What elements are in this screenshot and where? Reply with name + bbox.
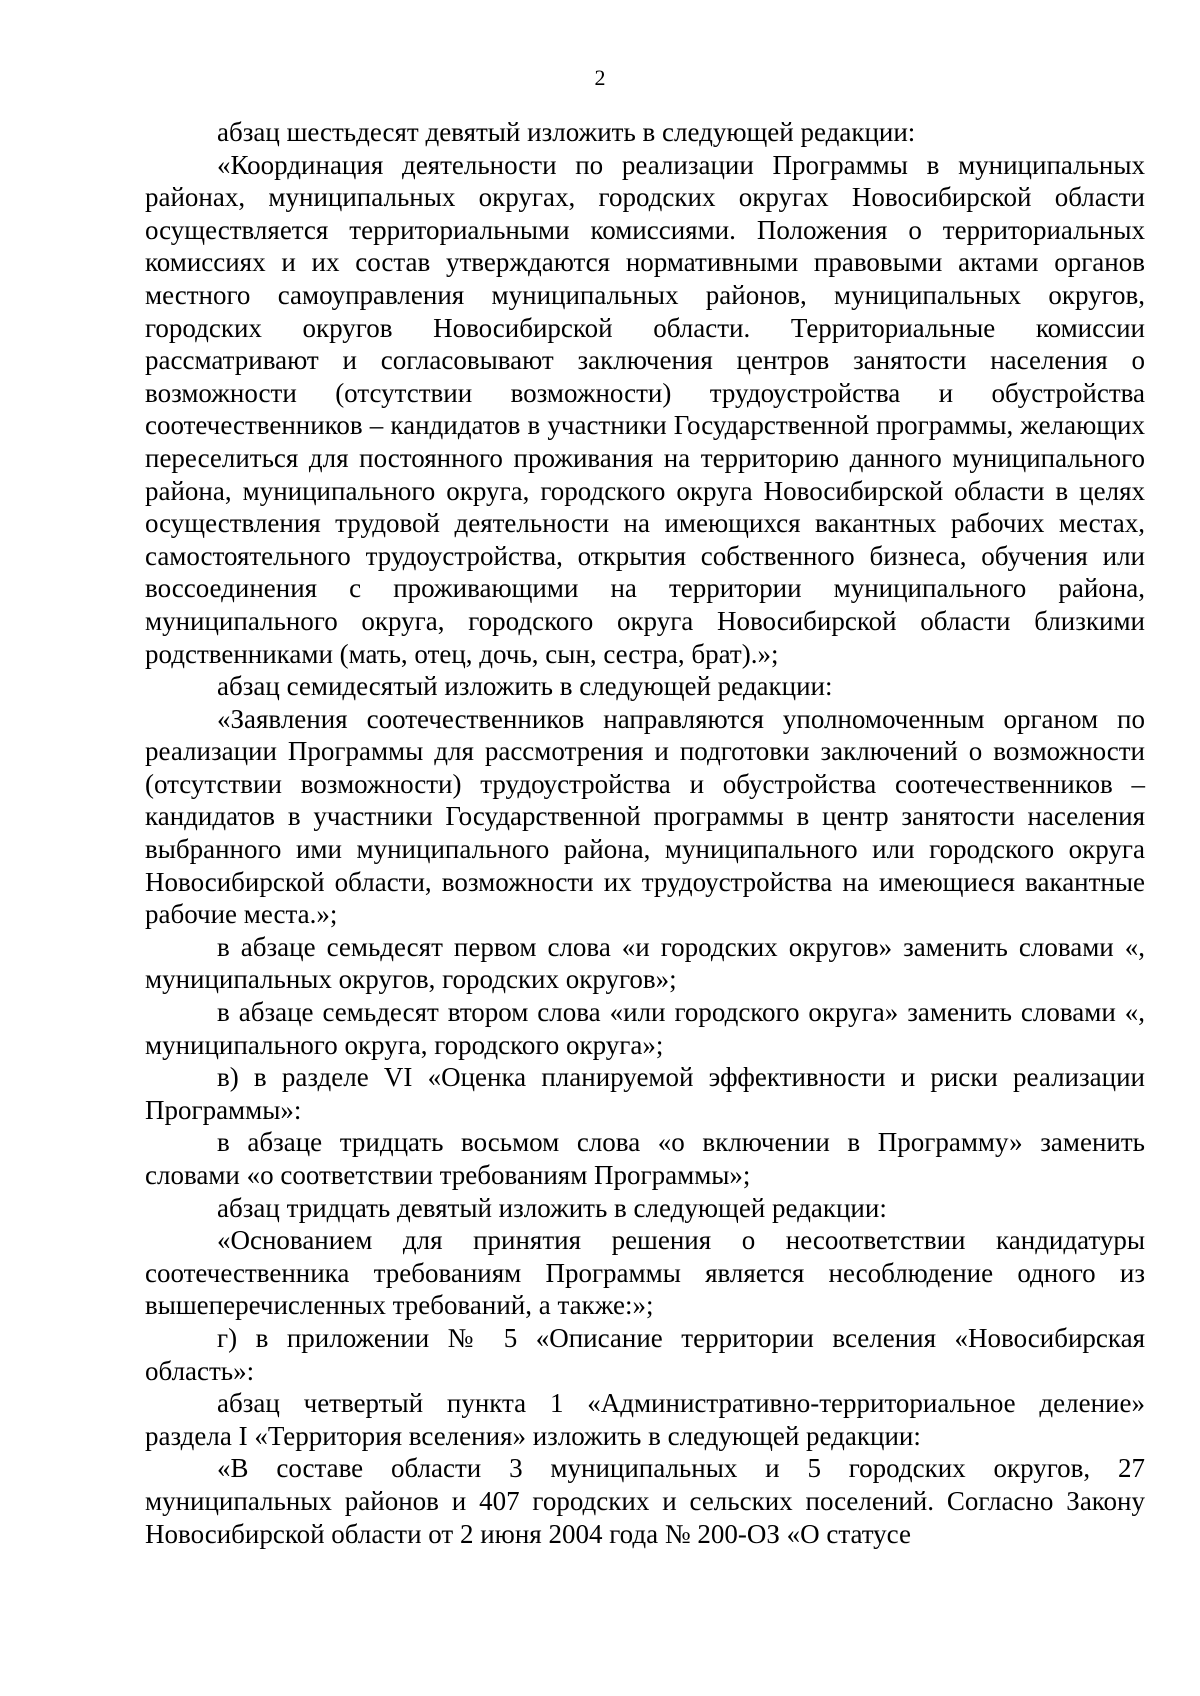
- paragraph-6: в абзаце семьдесят втором слова «или городского округа» заменить словами «, муниципального округа, городского округа»;: [145, 997, 1145, 1060]
- paragraph-2: «Координация деятельности по реализации Программы в муниципальных районах, муниципальных округах, городских округах Новосибирской области осуществляется территориальными комиссиями. Положения о территориальных комиссиях и их состав утверждаются нормативными правовыми актами органов местного самоуправления муниципальных районов, муниципальных округов, городских округов Новосибирской области. Территориальные комиссии рассматривают и согласовывают заключения центров занятости населения о возможности (отсутствии возможности) трудоустройства и обустройства соотечественников – кандидатов в участники Государственной программы, желающих переселиться для постоянного проживания на территорию данного муниципального района, муниципального округа, городского округа Новосибирской области в целях осуществления трудовой деятельности на имеющихся вакантных рабочих местах, самостоятельного трудоустройства, открытия собственного бизнеса, обучения или воссоединения с проживающими на территории муниципального района, муниципального округа, городского округа Новосибирской области близкими родственниками (мать, отец, дочь, сын, сестра, брат).»;: [145, 149, 1145, 669]
- paragraph-9: абзац тридцать девятый изложить в следующей редакции:: [217, 1192, 887, 1223]
- paragraph-4: «Заявления соотечественников направляются уполномоченным органом по реализации Программы для рассмотрения и подготовки заключений о возможности (отсутствии возможности) трудоустройства и обустройства соотечественников – кандидатов в участники Государственной программы в центр занятости населения выбранного ими муниципального района, муниципального или городского округа Новосибирской области, возможности их трудоустройства на имеющиеся вакантные рабочие места.»;: [145, 703, 1145, 930]
- paragraph-10: «Основанием для принятия решения о несоответствии кандидатуры соотечественника требованиям Программы является несоблюдение одного из вышеперечисленных требований, а также:»;: [145, 1225, 1145, 1321]
- paragraph-12: абзац четвертый пункта 1 «Административно-территориальное деление» раздела I «Территория вселения» изложить в следующей редакции:: [145, 1388, 1145, 1451]
- paragraph-3: абзац семидесятый изложить в следующей редакции:: [217, 671, 833, 702]
- paragraph-8: в абзаце тридцать восьмом слова «о включении в Программу» заменить словами «о соответствии требованиям Программы»;: [145, 1127, 1145, 1190]
- document-body: [145, 116, 1145, 1550]
- paragraph-11: г) в приложении № 5 «Описание территории вселения «Новосибирская область»:: [145, 1322, 1145, 1386]
- paragraph-7: в) в разделе VI «Оценка планируемой эффективности и риски реализации Программы»:: [145, 1062, 1145, 1125]
- paragraph-1: абзац шестьдесят девятый изложить в следующей редакции:: [217, 117, 916, 147]
- page-number: 2: [594, 65, 606, 90]
- paragraph-13: «В составе области 3 муниципальных и 5 городских округов, 27 муниципальных районов и 407 городских и сельских поселений. Согласно Закону Новосибирской области от 2 июня 2004 года № 200-ОЗ «О статусе: [145, 1453, 1145, 1549]
- paragraph-5: в абзаце семьдесят первом слова «и городских округов» заменить словами «, муниципальных округов, городских округов»;: [145, 931, 1145, 995]
